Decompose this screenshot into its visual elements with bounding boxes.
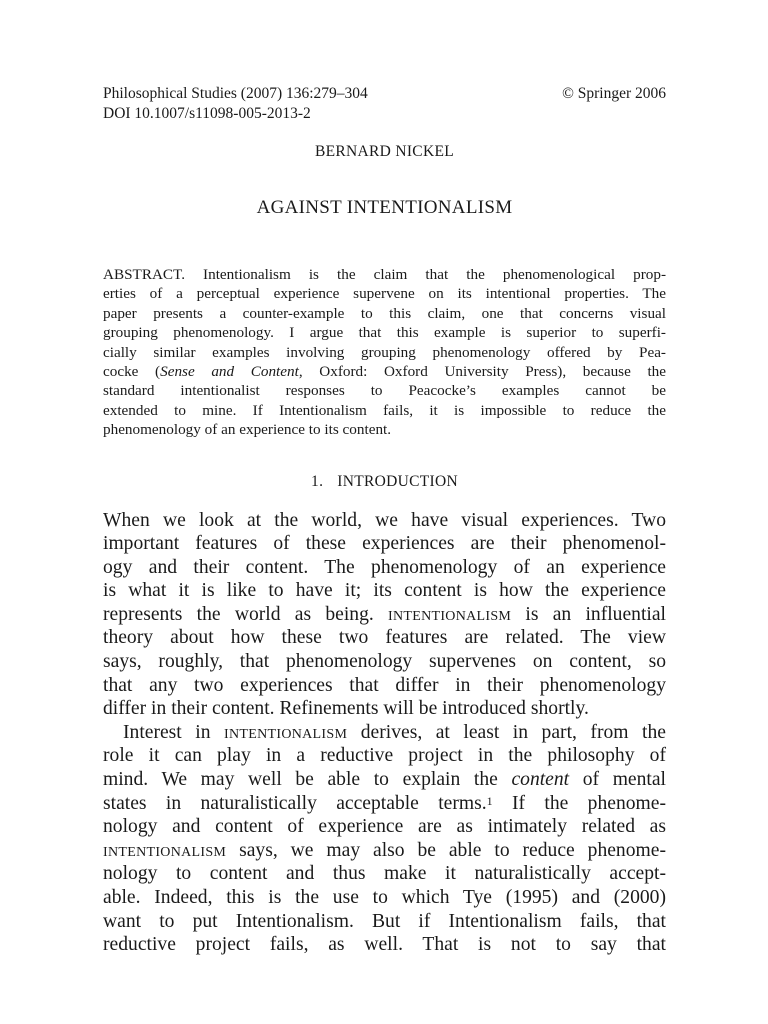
abstract-line <box>103 362 666 381</box>
body-line: able. Indeed, this is the use to which Tye (1995) and (2000) <box>103 887 666 909</box>
author-name: BERNARD NICKEL <box>315 143 454 160</box>
body-line <box>103 721 666 745</box>
journal-citation: Philosophical Studies (2007) 136:279–304 <box>103 85 368 102</box>
body-line: says, roughly, that phenomenology supervenes on content, so <box>103 651 666 673</box>
body-text-fragment: derives, at least in part, from the <box>360 721 666 743</box>
abstract-line: grouping phenomenology. I argue that this example is superior to superfi- <box>103 324 666 342</box>
abstract-line: standard intentionalist responses to Peacocke’s examples cannot be <box>103 382 666 400</box>
body-line: ogy and their content. The phenomenology of an experience <box>103 556 666 578</box>
body-text-fragment: represents the world as being. <box>103 603 374 625</box>
abstract-line: phenomenology of an experience to its content. <box>103 421 392 439</box>
abstract-line: ABSTRACT. Intentionalism is the claim that the phenomenological prop- <box>103 266 666 283</box>
section-number: 1. <box>311 472 324 490</box>
emphasis-content: content <box>511 769 570 791</box>
body-text-fragment: says, we may also be able to reduce phenome- <box>239 839 666 861</box>
body-text-fragment: is an influential <box>525 603 666 625</box>
abstract-line: extended to mine. If Intentionalism fails, it is impossible to reduce the <box>103 401 666 419</box>
body-text-fragment: of mental <box>582 769 667 791</box>
term-intentionalism: intentionalism <box>224 721 348 743</box>
abstract-text: , Oxford: Oxford University Press), because the <box>298 362 667 380</box>
body-line <box>103 792 666 816</box>
body-text-fragment: Interest in <box>123 721 211 743</box>
body-line: important features of these experiences are their phenomenol- <box>103 533 666 555</box>
body-text-fragment: If the phenome- <box>492 792 667 814</box>
body-line: that any two experiences that differ in their phenomenology <box>103 674 666 696</box>
body-line: reductive project fails, as well. That is not to say that <box>103 934 666 956</box>
section-heading <box>103 473 666 491</box>
section-title: INTRODUCTION <box>337 472 458 490</box>
term-intentionalism: intentionalism <box>103 839 227 861</box>
body-line <box>103 768 666 792</box>
copyright-notice: © Springer 2006 <box>562 85 666 102</box>
abstract <box>103 265 666 440</box>
body-text-fragment: states in naturalistically acceptable terms. <box>103 792 487 814</box>
body-line: theory about how these two features are related. The view <box>103 627 666 649</box>
abstract-line: paper presents a counter-example to this claim, one that concerns visual <box>103 304 666 322</box>
body-line: role it can play in a reductive project in the philosophy of <box>103 745 666 767</box>
body-line <box>103 603 666 627</box>
book-title: Sense and Content <box>160 362 299 380</box>
body-line <box>103 839 666 863</box>
abstract-text: cocke ( <box>103 362 161 380</box>
abstract-line: cially similar examples involving grouping phenomenology offered by Pea- <box>103 343 666 361</box>
doi: DOI 10.1007/s11098-005-2013-2 <box>103 105 311 122</box>
body-text-fragment: mind. We may well be able to explain the <box>103 769 498 791</box>
body-line: nology to content and thus make it naturalistically accept- <box>103 863 666 885</box>
paper-page <box>103 84 666 957</box>
body-text <box>103 509 666 957</box>
body-line: When we look at the world, we have visual experiences. Two <box>103 509 666 531</box>
body-line: nology and content of experience are as intimately related as <box>103 816 666 838</box>
running-header <box>103 84 666 124</box>
footnote-marker[interactable]: 1 <box>486 793 493 808</box>
paper-title: AGAINST INTENTIONALISM <box>256 197 513 218</box>
term-intentionalism: intentionalism <box>388 603 512 625</box>
body-line: differ in their content. Refinements will be introduced shortly. <box>103 698 589 720</box>
body-line: want to put Intentionalism. But if Intentionalism fails, that <box>103 910 666 932</box>
body-line: is what it is like to have it; its content is how the experience <box>103 580 666 602</box>
abstract-line: erties of a perceptual experience supervene on its intentional properties. The <box>103 285 666 303</box>
